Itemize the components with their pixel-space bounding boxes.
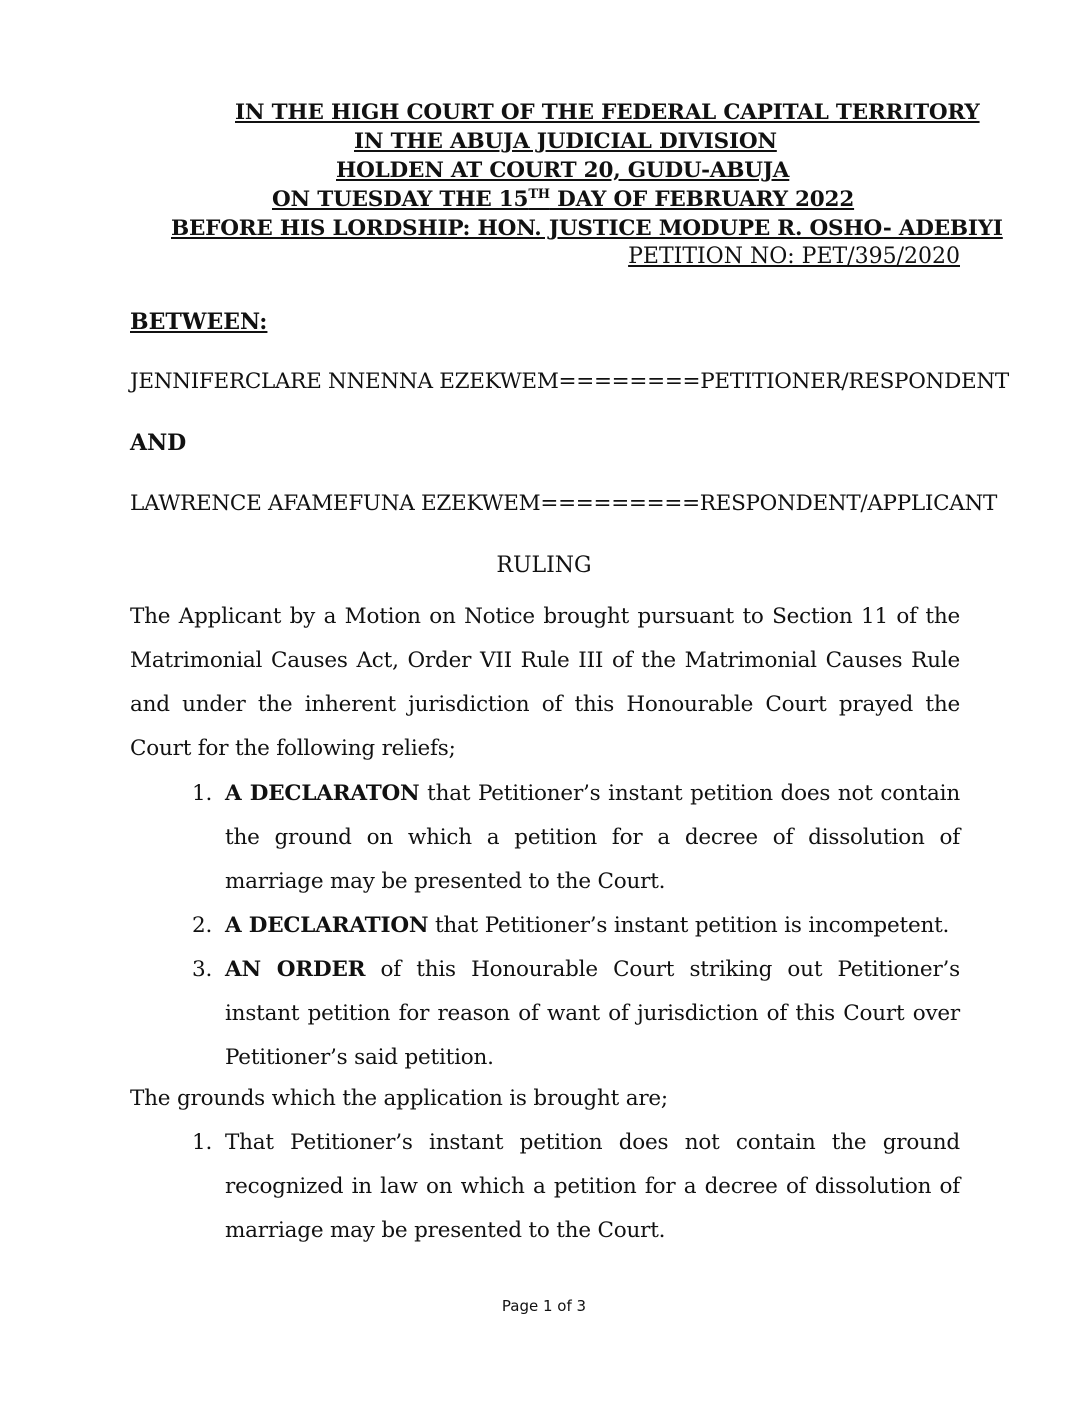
relief-text: that Petitioner’s instant petition is incompetent.	[428, 913, 950, 938]
grounds-list	[130, 1121, 960, 1253]
page-footer: Page 1 of 3	[501, 1297, 587, 1315]
hearing-date-suffix: DAY OF FEBRUARY 2022	[549, 187, 855, 212]
reliefs-list	[130, 772, 960, 1080]
respondent-line: LAWRENCE AFAMEFUNA EZEKWEM=========RESPONDENT/APPLICANT	[130, 491, 997, 516]
ground-text: That Petitioner’s instant petition does not contain the ground recognized in law on which a petition for a decree of dissolution of marriage may be presented to the Court.	[225, 1130, 960, 1243]
between-label: BETWEEN:	[130, 309, 268, 335]
grounds-intro: The grounds which the application is brought are;	[130, 1086, 668, 1111]
intro-paragraph: The Applicant by a Motion on Notice brought pursuant to Section 11 of the Matrimonial Causes Act, Order VII Rule III of the Matrimonial Causes Rule and under the inherent jurisdiction of this Honourable Court prayed the Court for the following reliefs;	[130, 604, 960, 761]
relief-number: 1.	[192, 781, 213, 806]
relief-text: of this Honourable Court striking out Petitioner’s instant petition for reason of want of jurisdiction of this Court over Petitioner’s said petition.	[225, 957, 961, 1070]
relief-heading: A DECLARATION	[225, 913, 429, 938]
relief-heading: AN ORDER	[225, 957, 366, 982]
ruling-title: RULING	[496, 553, 592, 578]
relief-item	[130, 948, 960, 1080]
ground-item	[130, 1121, 960, 1253]
judicial-division: IN THE ABUJA JUDICIAL DIVISION	[354, 129, 777, 154]
relief-text: that Petitioner’s instant petition does not contain the ground on which a petition for a decree of dissolution of marriage may be presented to the Court.	[225, 781, 960, 894]
court-location: HOLDEN AT COURT 20, GUDU-ABUJA	[336, 158, 790, 183]
ground-number: 1.	[192, 1130, 213, 1155]
hearing-date-prefix: ON TUESDAY THE 15	[272, 187, 529, 212]
presiding-judge: BEFORE HIS LORDSHIP: HON. JUSTICE MODUPE R. OSHO- ADEBIYI	[171, 216, 1003, 241]
and-label: AND	[130, 430, 187, 456]
relief-item	[130, 772, 960, 904]
hearing-date-ordinal: TH	[528, 186, 550, 202]
court-title: IN THE HIGH COURT OF THE FEDERAL CAPITAL TERRITORY	[235, 100, 980, 125]
hearing-date	[272, 186, 854, 213]
relief-number: 3.	[192, 957, 213, 982]
relief-item	[130, 904, 960, 948]
petition-number: PETITION NO: PET/395/2020	[628, 244, 960, 269]
petitioner-line: JENNIFERCLARE NNENNA EZEKWEM========PETITIONER/RESPONDENT	[130, 369, 1009, 394]
relief-heading: A DECLARATON	[225, 781, 420, 806]
relief-number: 2.	[192, 913, 213, 938]
